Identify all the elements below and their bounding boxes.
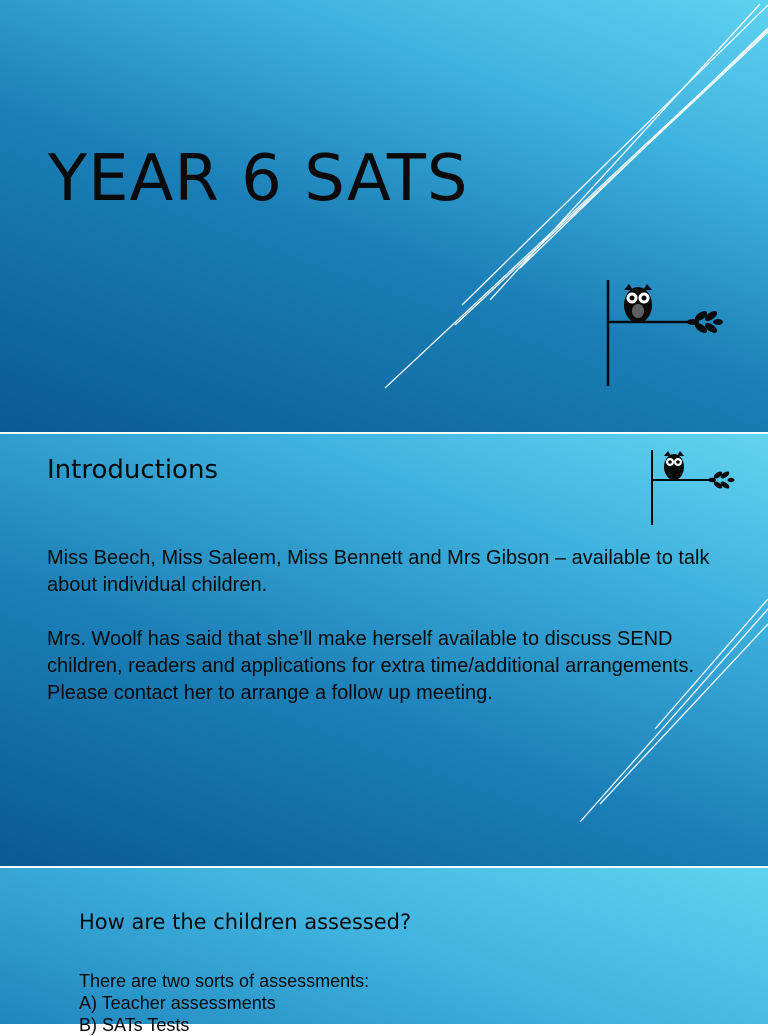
line-intro: There are two sorts of assessments: (79, 971, 370, 991)
slide-heading: How are the children assessed? (79, 910, 412, 934)
owl-on-branch-icon (598, 278, 728, 390)
presentation-title: YEAR 6 SATS (48, 142, 469, 216)
paragraph-staff: Miss Beech, Miss Saleem, Miss Bennett and Mrs Gibson – available to talk about individual children. (47, 547, 710, 596)
slide-body (79, 970, 369, 1036)
slide-heading: Introductions (47, 455, 218, 485)
line-option-a: A) Teacher assessments (79, 993, 276, 1013)
slide-body (47, 545, 747, 734)
owl-on-branch-icon (645, 448, 735, 528)
paragraph-send: Mrs. Woolf has said that she’ll make herself available to discuss SEND children, readers and applications for extra time/additional arrangements. Please contact her to arrange a follow up meeting. (47, 628, 695, 704)
line-option-b: B) SATs Tests (79, 1015, 190, 1035)
